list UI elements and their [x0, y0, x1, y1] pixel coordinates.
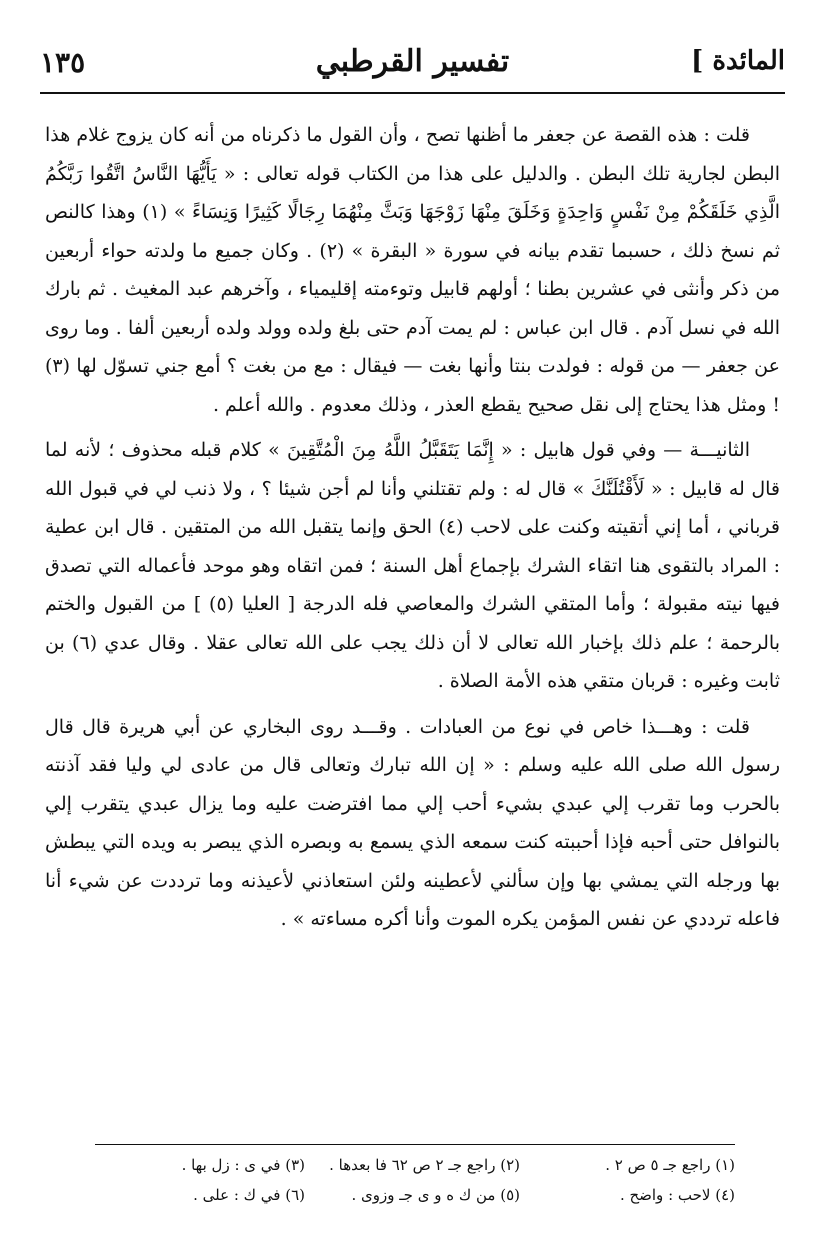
footnote-4: (٤) لاحب : واضح .: [619, 1186, 735, 1204]
footnote-1: (١) راجع جـ ٥ ص ٢ .: [605, 1156, 735, 1174]
book-title: تفسير القرطبي: [315, 44, 510, 79]
page-number: ١٣٥: [40, 46, 86, 79]
footnote-2: (٢) راجع جـ ٢ ص ٦٢ فا بعدها .: [329, 1156, 520, 1174]
paragraph-1: قلت : هذه القصة عن جعفر ما أظنها تصح ، وأن القول ما ذكرناه من أنه كان يزوج غلام هذا البطن لجارية تلك البطن . والدليل على هذا من الكتاب قوله تعالى : « يَأَيُّهَا النَّاسُ اتَّقُوا رَبَّكُمُ الَّذِي خَلَقَكُمْ مِنْ نَفْسٍ وَاحِدَةٍ وَخَلَقَ مِنْهَا زَوْجَهَا وَبَثَّ مِنْهُمَا رِجَالًا كَثِيرًا وَنِسَاءً » (١) وهذا كالنص ثم نسخ ذلك ، حسبما تقدم بيانه في سورة « البقرة » (٢) . وكان جميع ما ولدته حواء أربعين من ذكر وأنثى في عشرين بطنا ؛ أولهم قابيل وتوءمته إقليمياء ، وآخرهم عبد المغيث . ثم بارك الله في نسل آدم . قال ابن عباس : لم يمت آدم حتى بلغ ولده وولد ولده أربعين ألفا . وما روى عن جعفر — من قوله : فولدت بنتا وأنها بغت — فيقال : مع من بغت ؟ أمع جني تسوّل لها (٣) ! ومثل هذا يحتاج إلى نقل صحيح يقطع العذر ، وذلك معدوم . والله أعلم .: [45, 124, 780, 416]
header-rule: [40, 92, 785, 94]
footnote-rule: [95, 1144, 735, 1145]
footnotes: [90, 1150, 735, 1210]
footnote-3: (٣) في ى : زل بها .: [181, 1156, 305, 1174]
paragraph-3: قلت : وهـــذا خاص في نوع من العبادات . وقـــد روى البخاري عن أبي هريرة قال قال رسول الله صلى الله عليه وسلم : « إن الله تبارك وتعالى قال من عادى لي وليا فقد آذنته بالحرب وما تقرب إلي عبدي بشيء أحب إلي مما افترضت عليه وما يزال عبدي يتقرب إلي بالنوافل حتى أحبه فإذا أحببته كنت سمعه الذي يسمع به وبصره الذي يبصر به ويده التي يبطش بها ورجله التي يمشي بها وإن سألني لأعطينه ولئن استعاذني لأعيذنه وما ترددت عن شيء أنا فاعله ترددي عن نفس المؤمن يكره الموت وأنا أكره مساءته » .: [45, 715, 780, 930]
paragraph-2: الثانيـــة — وفي قول هابيل : « إِنَّمَا يَتَقَبَّلُ اللَّهُ مِنَ الْمُتَّقِينَ » كلام قبله محذوف ؛ لأنه لما قال له قابيل : « لَأَقْتُلَنَّكَ » قال له : ولم تقتلني وأنا لم أجن شيئا ؟ ، ولا ذنب لي في قبول الله قرباني ، أما إني أتقيته وكنت على لاحب (٤) الحق وإنما يتقبل الله من المتقين . قال ابن عطية : المراد بالتقوى هنا اتقاء الشرك بإجماع أهل السنة ؛ فمن اتقاه وهو موحد فأعماله التي تصدق فيها نيته مقبولة ؛ وأما المتقي الشرك والمعاصي فله الدرجة [ العليا (٥) ] من القبول والختم بالرحمة ؛ علم ذلك بإخبار الله تعالى لا أن ذلك يجب على الله تعالى عقلا . وقال عدي (٦) بن ثابت وغيره : قربان متقي هذه الأمة الصلاة .: [45, 439, 780, 692]
running-header: [40, 40, 785, 90]
main-text: [45, 116, 780, 946]
section-name: المائدة ]: [691, 46, 785, 76]
footnote-6: (٦) في ك : على .: [193, 1186, 305, 1204]
footnote-5: (٥) من ك ه و ى جـ وزوى .: [351, 1186, 520, 1204]
